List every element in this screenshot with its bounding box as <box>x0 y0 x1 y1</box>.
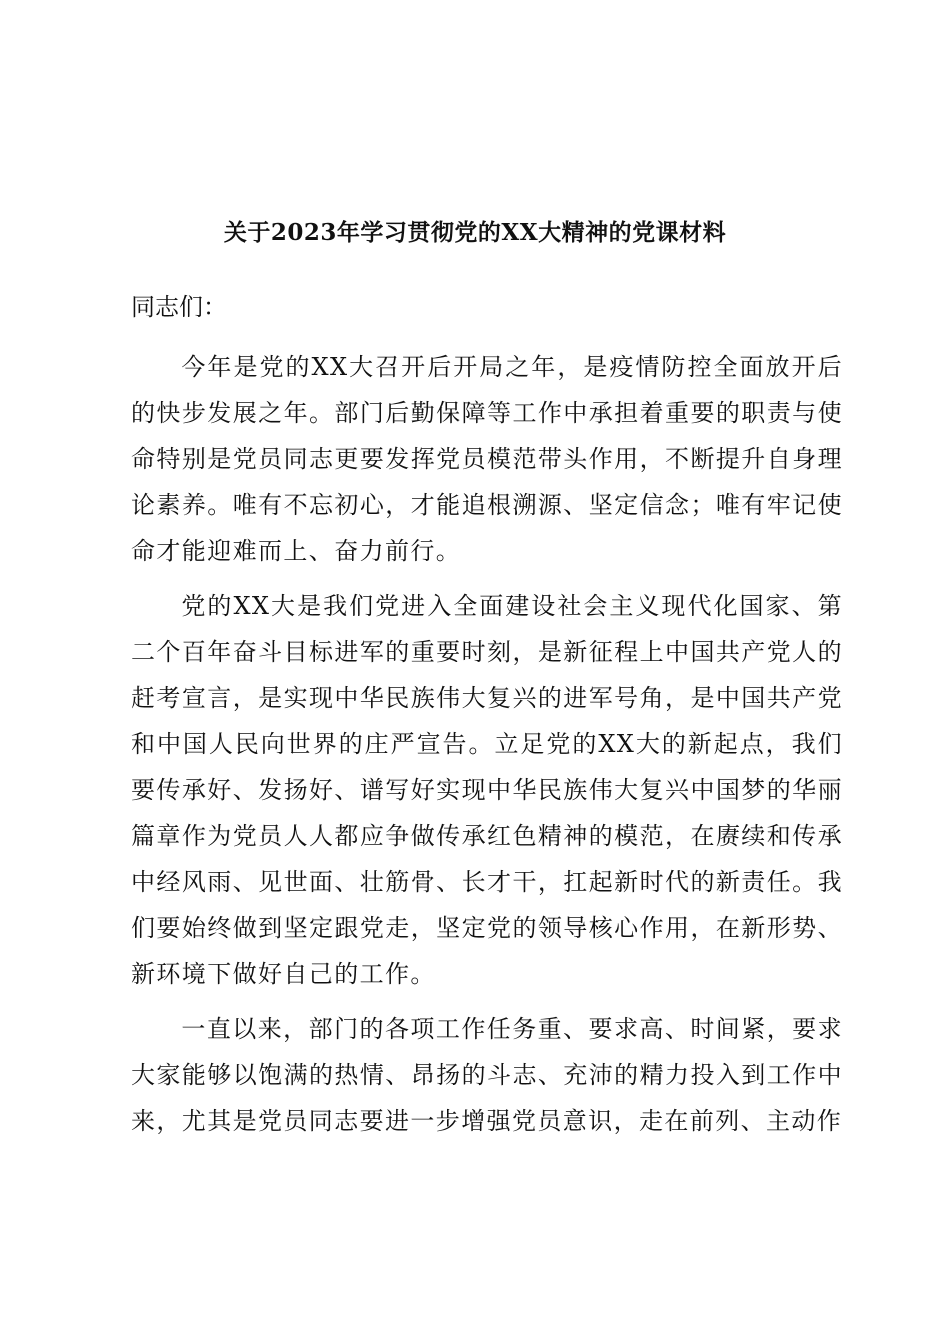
document-body <box>131 289 843 1153</box>
paragraph-1: 今年是党的XX大召开后开局之年，是疫情防控全面放开后的快步发展之年。部门后勤保障等工作中承担着重要的职责与使命特别是党员同志更要发挥党员模范带头作用，不断提升自身理论素养。唯有不忘初心，才能追根溯源、坚定信念；唯有牢记使命才能迎难而上、奋力前行。 <box>131 353 843 565</box>
paragraph-3: 一直以来，部门的各项工作任务重、要求高、时间紧，要求大家能够以饱满的热情、昂扬的斗志、充沛的精力投入到工作中来，尤其是党员同志要进一步增强党员意识，走在前列、主动作 <box>131 1015 843 1135</box>
document-title: 关于2023年学习贯彻党的XX大精神的党课材料 <box>223 219 727 246</box>
salutation: 同志们： <box>131 293 227 321</box>
paragraph-2: 党的XX大是我们党进入全面建设社会主义现代化国家、第二个百年奋斗目标进军的重要时刻，是新征程上中国共产党人的赶考宣言，是实现中华民族伟大复兴的进军号角，是中国共产党和中国人民向世界的庄严宣告。立足党的XX大的新起点，我们要传承好、发扬好、谱写好实现中华民族伟大复兴中国梦的华丽篇章作为党员人人都应争做传承红色精神的模范，在赓续和传承中经风雨、见世面、壮筋骨、长才干，扛起新时代的新责任。我们要始终做到坚定跟党走，坚定党的领导核心作用，在新形势、新环境下做好自己的工作。 <box>131 592 843 988</box>
